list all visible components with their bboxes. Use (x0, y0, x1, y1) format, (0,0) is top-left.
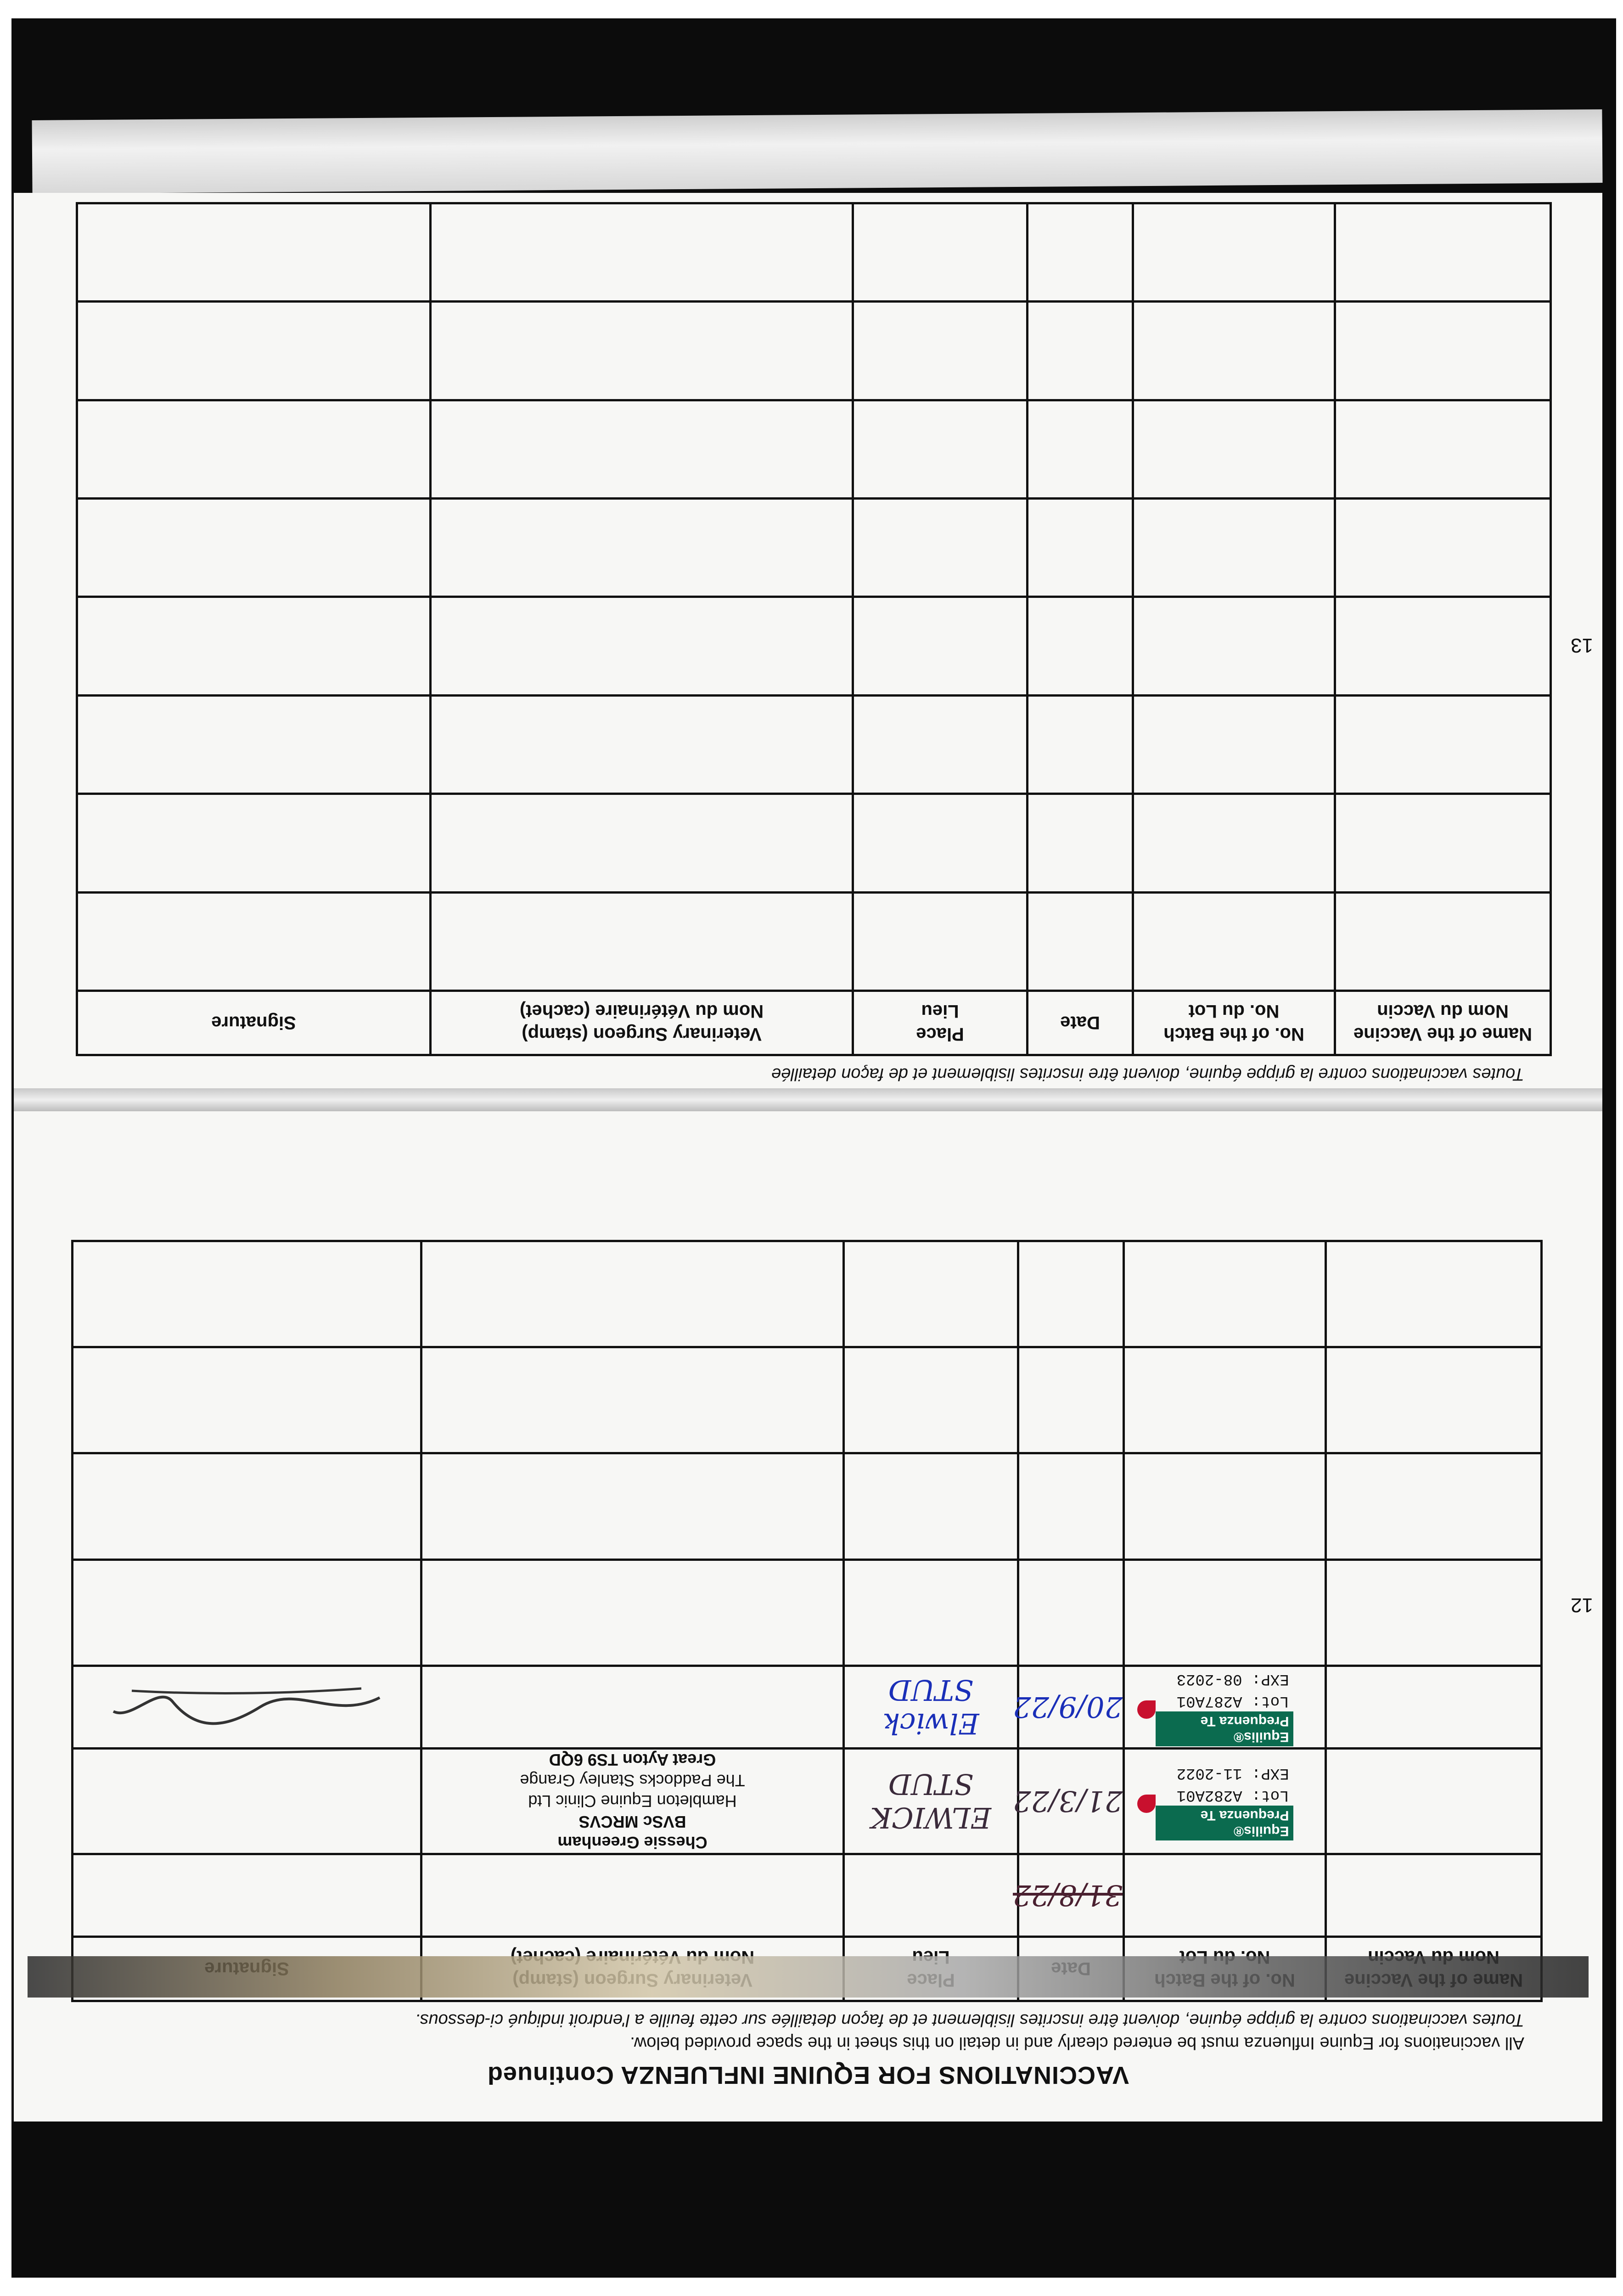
row2-vet-stamp (421, 1749, 844, 1854)
vet-quals: BVSc MRCVS (578, 1812, 686, 1831)
row1-date: 31/8/22 (1018, 1854, 1124, 1937)
vet-clinic: Hambleton Equine Clinic Ltd (528, 1792, 737, 1811)
page13-col-vaccine: Name of the Vaccine Nom du Vaccin (1335, 991, 1551, 1055)
signature-scribble (105, 1675, 389, 1739)
page12-vaccination-table (71, 1240, 1543, 2002)
table-row (77, 794, 1551, 892)
table-row (77, 203, 1551, 302)
book-spine (14, 1088, 1602, 1111)
page13-col-signature: Signature (77, 991, 431, 1055)
page13-col-batch: No. of the Batch No. du Lot (1133, 991, 1335, 1055)
sticker-exp: EXP: 08-2023 (1176, 1670, 1289, 1688)
table-row (77, 400, 1551, 498)
row2-place: ELWICK STUD (844, 1749, 1018, 1854)
vet-address-1: The Paddocks Stanley Grange (520, 1771, 745, 1790)
table-row (73, 1559, 1542, 1666)
page13-vaccination-table (76, 202, 1552, 1056)
sticker-lot: Lot: A287A01 (1176, 1692, 1289, 1710)
page13-note-fr: Toutes vaccinations contre la grippe équine, doivent être inscrites lisiblement et de façon detaillée (771, 1064, 1524, 1084)
page13-col-date: Date (1028, 991, 1133, 1055)
row2-batch-sticker (1124, 1749, 1326, 1854)
sticker-exp: EXP: 11-2022 (1176, 1764, 1289, 1782)
table-row (73, 1749, 1542, 1854)
table-row (77, 695, 1551, 793)
sticker-brand: Equilis® Prequenza Te (1156, 1806, 1294, 1840)
table-row (77, 302, 1551, 400)
page12-note-fr: Toutes vaccinations contre la grippe équine, doivent être inscrites lisiblement et de façon detaillée sur cette feuille a l'endroit indiqué ci-dessous. (415, 2010, 1524, 2030)
sticker-brand: Equilis® Prequenza Te (1156, 1711, 1294, 1746)
page13-col-vet: Veterinary Surgeon (stamp) Nom du Vétérinaire (cachet) (431, 991, 853, 1055)
table-row (73, 1453, 1542, 1559)
page-13 (14, 193, 1602, 1093)
row3-batch-sticker (1124, 1666, 1326, 1749)
page12-number: 12 (1571, 1594, 1593, 1616)
page12-note-en: All vaccinations for Equine Influenza must be entered clearly and in detail on this sheet in the space provided below. (630, 2033, 1524, 2053)
table-row (77, 499, 1551, 597)
table-row (73, 1666, 1542, 1749)
table-row (77, 892, 1551, 990)
sticker-mark-icon (1138, 1795, 1156, 1813)
sticker-mark-icon (1138, 1700, 1156, 1719)
table-row (77, 597, 1551, 695)
row2-date: 21/3/22 (1018, 1749, 1124, 1854)
book-bottom-edge (28, 1956, 1589, 1998)
table-row (73, 1241, 1542, 1347)
page12-title: VACCINATIONS FOR EQUINE INFLUENZA Continued (487, 2061, 1129, 2089)
page13-number: 13 (1571, 634, 1593, 657)
row3-place: Elwick STUD (844, 1666, 1018, 1749)
row3-date: 20/9/22 (1018, 1666, 1124, 1749)
table-row (73, 1347, 1542, 1453)
row3-signature (73, 1666, 421, 1749)
table-row (73, 1854, 1542, 1937)
vet-name: Chessie Greenham (557, 1833, 708, 1852)
page13-col-place: Place Lieu (853, 991, 1028, 1055)
page-edge (32, 109, 1602, 194)
vet-address-2: Great Ayton TS9 6QD (549, 1750, 716, 1769)
sticker-lot: Lot: A282A01 (1176, 1786, 1289, 1804)
